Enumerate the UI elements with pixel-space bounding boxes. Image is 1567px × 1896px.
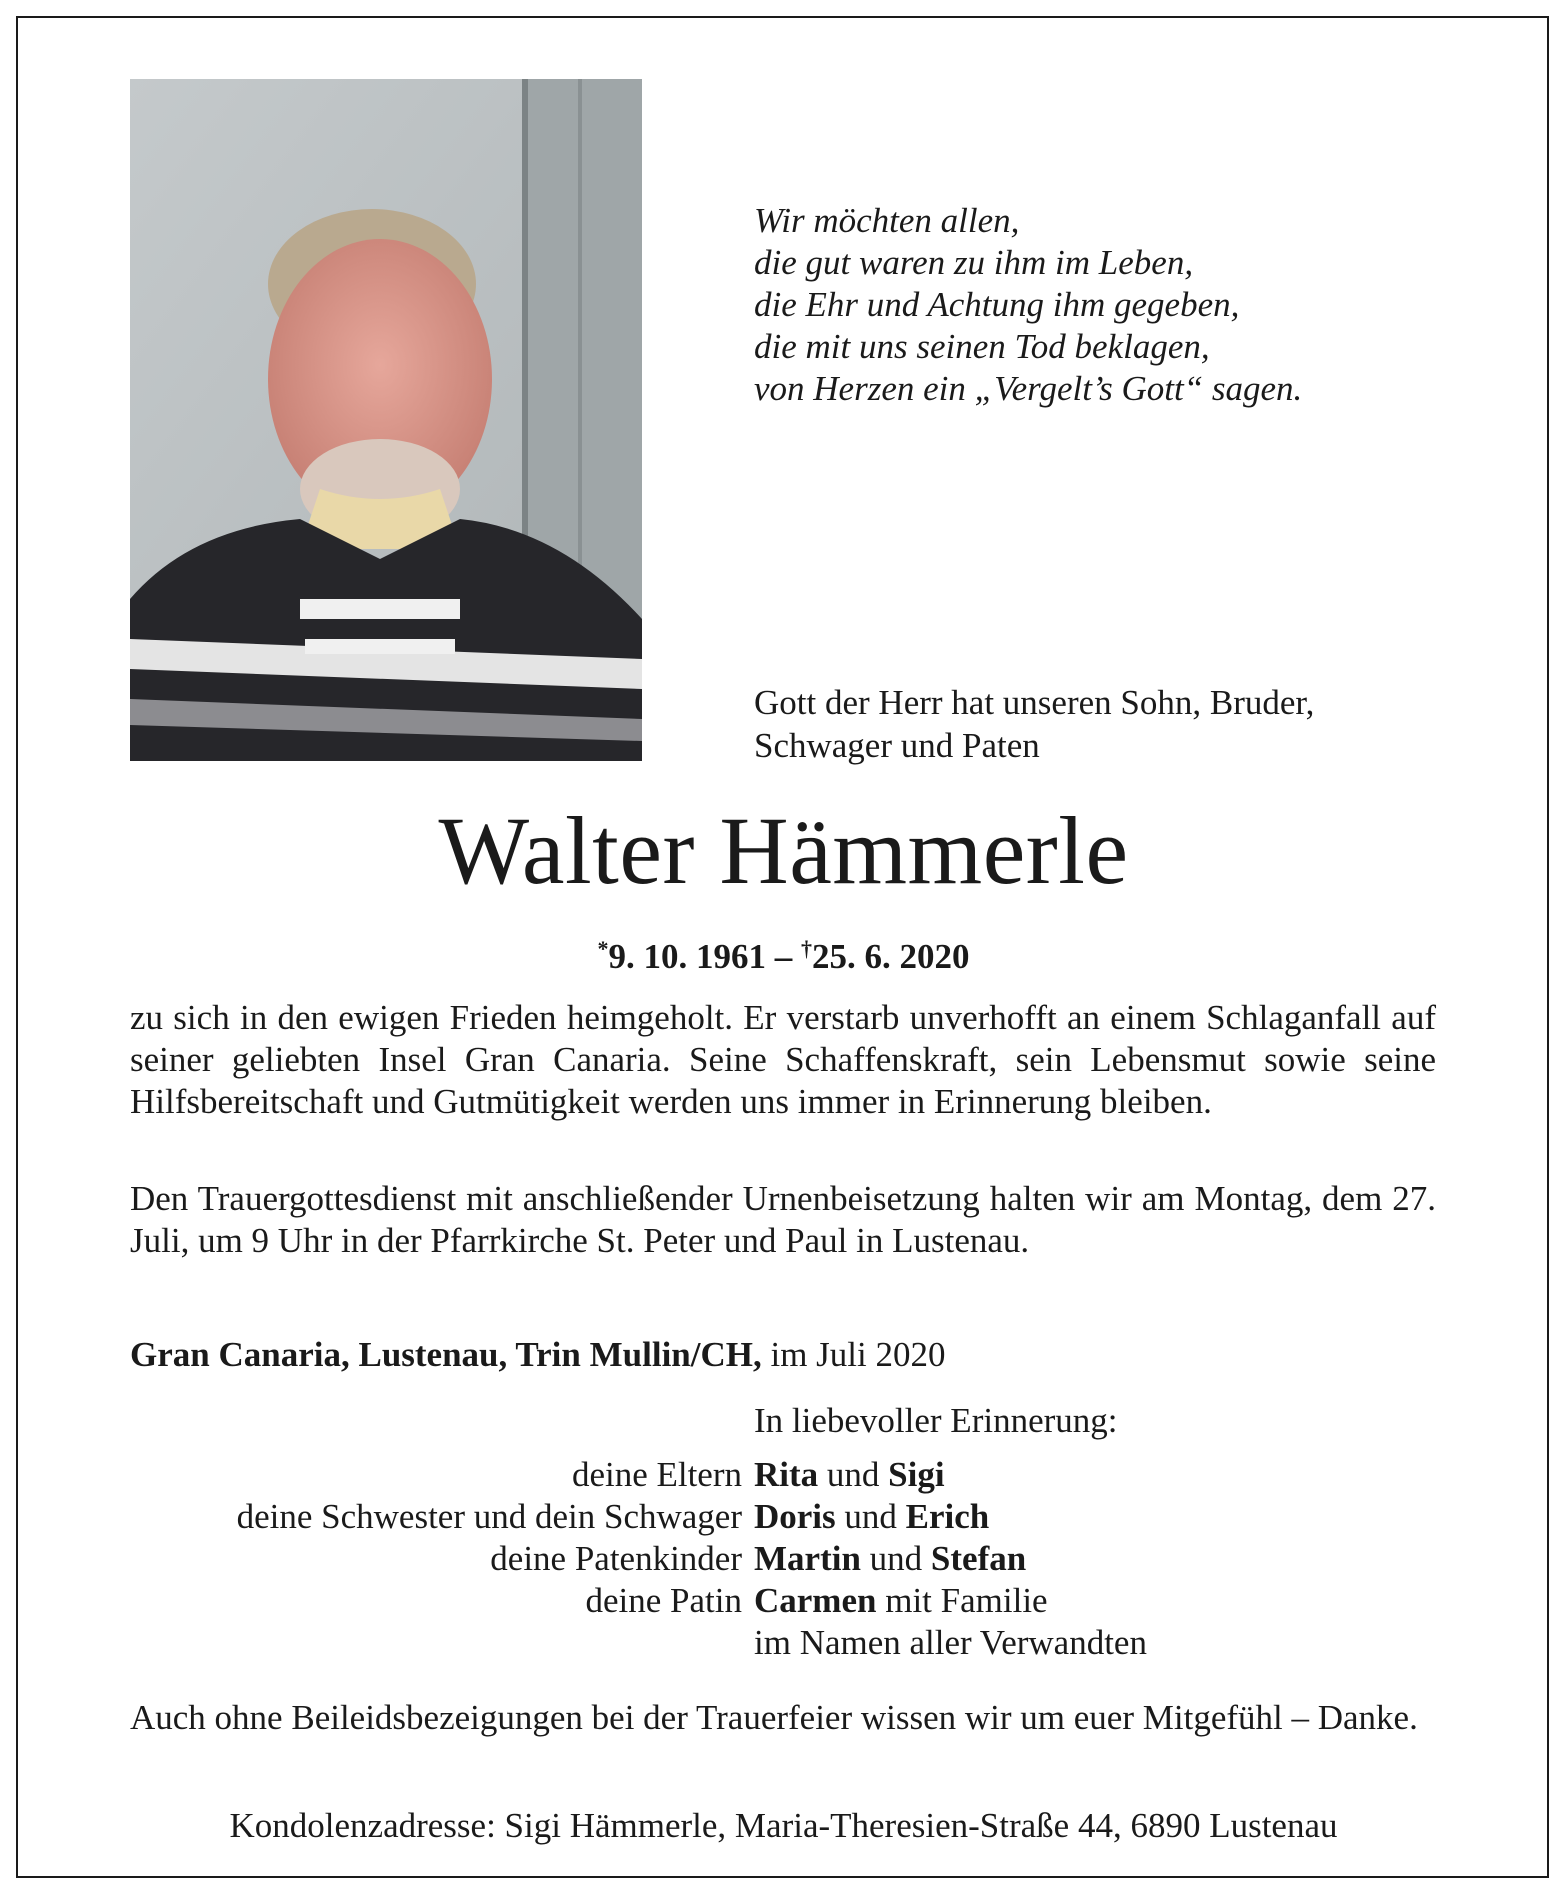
date-separator: – xyxy=(766,937,801,976)
mourner-relation: deine Patin xyxy=(585,1581,742,1620)
mourner-name: Doris xyxy=(754,1497,836,1536)
mourner-joiner: mit Familie xyxy=(876,1581,1048,1620)
intro-line: Schwager und Paten xyxy=(754,726,1040,765)
mourner-relation-empty xyxy=(130,1622,742,1664)
poem-line: die gut waren zu ihm im Leben, xyxy=(754,243,1194,282)
mourner-joiner: und xyxy=(860,1539,931,1578)
thanks-paragraph: Auch ohne Beileidsbezeigungen bei der Trauerfeier wissen wir um euer Mitgefühl – Danke. xyxy=(130,1698,1418,1737)
deceased-name: Walter Hämmerle xyxy=(438,797,1129,904)
service-paragraph: Den Trauergottesdienst mit anschließender Urnenbeisetzung halten wir am Montag, dem 27. Juli, um 9 Uhr in der Pfarrkirche St. Peter und Paul in Lustenau. xyxy=(130,1179,1436,1260)
death-symbol: † xyxy=(801,936,812,961)
mourner-name: Erich xyxy=(905,1497,990,1536)
mourner-name: Stefan xyxy=(930,1539,1027,1578)
mourner-row xyxy=(130,1580,1436,1622)
intro-line: Gott der Herr hat unseren Sohn, Bruder, xyxy=(754,683,1315,722)
poem-line: die mit uns seinen Tod beklagen, xyxy=(754,327,1210,366)
mourner-names xyxy=(754,1496,989,1538)
mourner-closing: im Namen aller Verwandten xyxy=(754,1623,1147,1662)
poem-line: die Ehr und Achtung ihm gegeben, xyxy=(754,285,1240,324)
birth-symbol: * xyxy=(597,936,609,961)
life-dates xyxy=(0,928,1567,978)
mourner-row xyxy=(130,1454,1436,1496)
birth-date: 9. 10. 1961 xyxy=(608,937,766,976)
mourner-relation: deine Eltern xyxy=(571,1455,742,1494)
mourner-relation: deine Schwester und dein Schwager xyxy=(236,1497,742,1536)
death-date: 25. 6. 2020 xyxy=(812,937,970,976)
memorial-poem xyxy=(754,200,1434,410)
condolence-address: Kondolenzadresse: Sigi Hämmerle, Maria-Theresien-Straße 44, 6890 Lustenau xyxy=(229,1806,1338,1845)
mourner-names xyxy=(754,1454,945,1496)
mourner-row xyxy=(130,1622,1436,1664)
mourner-row xyxy=(130,1538,1436,1580)
mourner-name: Rita xyxy=(754,1455,819,1494)
portrait-photo xyxy=(130,79,642,761)
mourner-name: Carmen xyxy=(754,1581,877,1620)
memory-heading: In liebevoller Erinnerung: xyxy=(754,1401,1118,1440)
obituary-paragraph: zu sich in den ewigen Frieden heimgeholt. Er verstarb unverhofft an einem Schlaganfall auf seiner geliebten Insel Gran Canaria. Seine Schaffenskraft, sein Lebensmut sowie seine Hilfsbereitschaft und Gutmütigkeit werden uns immer in Erinnerung bleiben. xyxy=(130,998,1436,1121)
mourner-names xyxy=(754,1580,1048,1622)
mourner-name: Martin xyxy=(754,1539,861,1578)
date-line: im Juli 2020 xyxy=(761,1335,946,1374)
mourner-row xyxy=(130,1496,1436,1538)
mourner-names xyxy=(754,1538,1026,1580)
mourners-list xyxy=(130,1454,1436,1664)
mourner-name: Sigi xyxy=(888,1455,945,1494)
mourner-relation: deine Patenkinder xyxy=(490,1539,742,1578)
announcement-intro xyxy=(754,681,1454,767)
poem-line: von Herzen ein „Vergelt’s Gott“ sagen. xyxy=(754,369,1303,408)
place-date-line xyxy=(130,1334,1436,1376)
mourner-joiner: und xyxy=(835,1497,906,1536)
poem-line: Wir möchten allen, xyxy=(754,201,1020,240)
places: Gran Canaria, Lustenau, Trin Mullin/CH, xyxy=(130,1335,762,1374)
mourner-joiner: und xyxy=(818,1455,889,1494)
